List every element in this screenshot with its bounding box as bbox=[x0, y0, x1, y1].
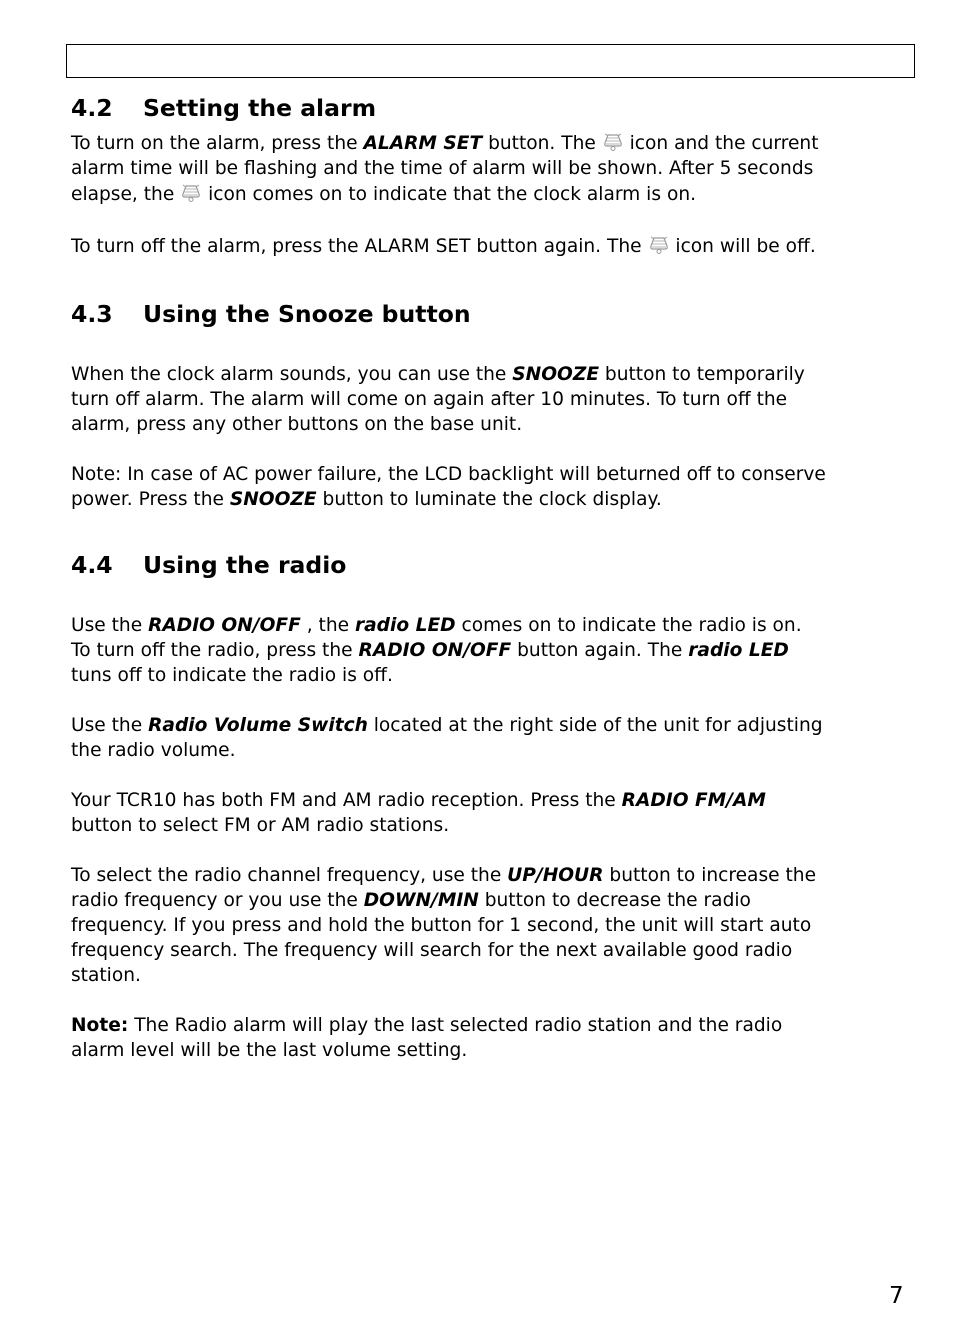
text: When the clock alarm sounds, you can use the bbox=[71, 364, 513, 385]
text: To turn off the radio, press the bbox=[71, 640, 359, 661]
text: The Radio alarm will play the last selected radio station and the radio bbox=[128, 1015, 783, 1036]
text: button again. The bbox=[511, 640, 689, 661]
section-heading-4-2 bbox=[71, 92, 911, 124]
paragraph-line bbox=[71, 181, 911, 209]
paragraph-line bbox=[71, 362, 911, 387]
text: button to temporarily bbox=[599, 364, 805, 385]
snooze-term: SNOOZE bbox=[512, 364, 600, 385]
radio-led-term: radio LED bbox=[688, 640, 789, 661]
text: Use the bbox=[71, 715, 149, 736]
paragraph-line: station. bbox=[71, 965, 141, 986]
section-title: Setting the alarm bbox=[143, 94, 377, 122]
text: elapse, the bbox=[71, 184, 181, 205]
paragraph-line: alarm level will be the last volume setting. bbox=[71, 1040, 468, 1061]
paragraph-line: frequency. If you press and hold the button for 1 second, the unit will start auto bbox=[71, 915, 812, 936]
paragraph-line: Note: In case of AC power failure, the LCD backlight will beturned off to conserve bbox=[71, 464, 826, 485]
paragraph-line bbox=[71, 863, 911, 888]
text: power. Press the bbox=[71, 489, 230, 510]
text: Use the bbox=[71, 615, 149, 636]
section-number: 4.3 bbox=[71, 300, 113, 328]
text: icon and the current bbox=[623, 133, 819, 154]
paragraph-line: the radio volume. bbox=[71, 740, 236, 761]
paragraph-line: button to select FM or AM radio stations. bbox=[71, 815, 450, 836]
snooze-term: SNOOZE bbox=[229, 489, 317, 510]
header-box bbox=[66, 44, 915, 78]
paragraph-line bbox=[71, 788, 911, 813]
paragraph-line: frequency search. The frequency will search for the next available good radio bbox=[71, 940, 793, 961]
paragraph-line: tuns off to indicate the radio is off. bbox=[71, 665, 393, 686]
paragraph-line bbox=[71, 638, 911, 663]
paragraph-line: alarm, press any other buttons on the base unit. bbox=[71, 414, 523, 435]
text: icon comes on to indicate that the clock alarm is on. bbox=[202, 184, 697, 205]
paragraph-line: turn off alarm. The alarm will come on again after 10 minutes. To turn off the bbox=[71, 389, 788, 410]
paragraph-line bbox=[71, 233, 911, 261]
section-number: 4.2 bbox=[71, 94, 113, 122]
paragraph-line bbox=[71, 131, 911, 156]
text: icon will be off. bbox=[669, 236, 816, 257]
text: , the bbox=[300, 615, 355, 636]
radio-volume-switch-term: Radio Volume Switch bbox=[148, 715, 368, 736]
radio-led-term: radio LED bbox=[354, 615, 456, 636]
text: button to luminate the clock display. bbox=[316, 489, 662, 510]
radio-fm-am-term: RADIO FM/AM bbox=[621, 790, 766, 811]
paragraph-line bbox=[71, 713, 911, 738]
section-title: Using the radio bbox=[143, 551, 347, 579]
alarm-bell-icon bbox=[180, 183, 202, 203]
alarm-bell-icon bbox=[648, 235, 670, 255]
alarm-bell-icon bbox=[602, 132, 624, 152]
paragraph-line: alarm time will be flashing and the time of alarm will be shown. After 5 seconds bbox=[71, 158, 814, 179]
paragraph-line bbox=[71, 888, 911, 913]
text: comes on to indicate the radio is on. bbox=[455, 615, 802, 636]
radio-on-off-term: RADIO ON/OFF bbox=[148, 615, 301, 636]
text: radio frequency or you use the bbox=[71, 890, 364, 911]
down-min-term: DOWN/MIN bbox=[363, 890, 479, 911]
text: To select the radio channel frequency, use the bbox=[71, 865, 508, 886]
paragraph-line bbox=[71, 487, 911, 512]
text: button to decrease the radio bbox=[478, 890, 751, 911]
section-heading-4-4 bbox=[71, 549, 911, 581]
section-title: Using the Snooze button bbox=[143, 300, 471, 328]
text: Your TCR10 has both FM and AM radio reception. Press the bbox=[71, 790, 622, 811]
text: To turn off the alarm, press the ALARM SET button again. The bbox=[71, 236, 648, 257]
radio-on-off-term: RADIO ON/OFF bbox=[358, 640, 512, 661]
text: button to increase the bbox=[603, 865, 817, 886]
section-number: 4.4 bbox=[71, 551, 113, 579]
section-heading-4-3 bbox=[71, 298, 911, 330]
text: To turn on the alarm, press the bbox=[71, 133, 364, 154]
paragraph-line bbox=[71, 613, 911, 638]
paragraph-line bbox=[71, 1013, 911, 1038]
text: button. The bbox=[482, 133, 602, 154]
page-number: 7 bbox=[889, 1283, 904, 1309]
note-label: Note: bbox=[71, 1015, 129, 1036]
alarm-set-term: ALARM SET bbox=[363, 133, 483, 154]
up-hour-term: UP/HOUR bbox=[507, 865, 604, 886]
document-body bbox=[71, 92, 911, 1063]
text: located at the right side of the unit for adjusting bbox=[367, 715, 823, 736]
